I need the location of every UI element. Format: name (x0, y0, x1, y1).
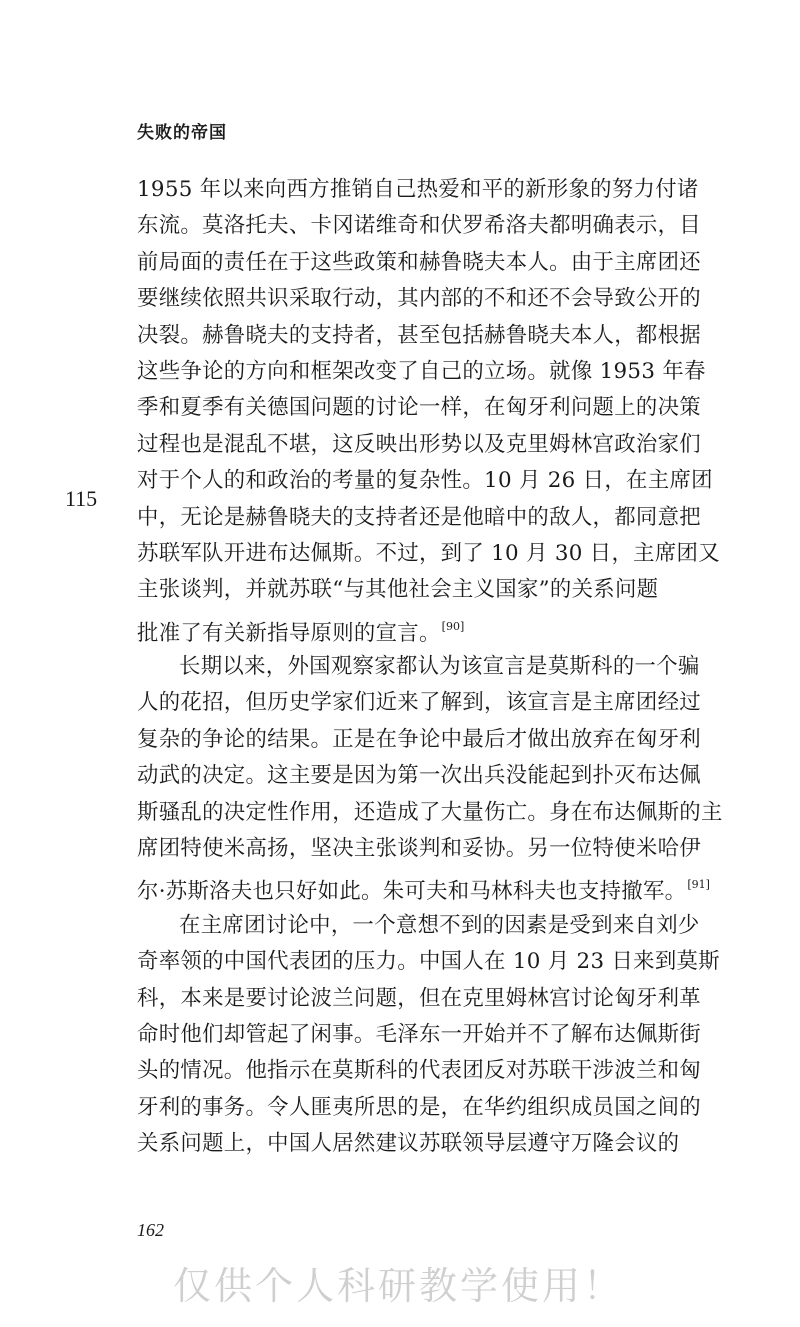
text-line: 前局面的责任在于这些政策和赫鲁晓夫本人。由于主席团还 (137, 249, 701, 275)
page-number: 162 (137, 1220, 164, 1240)
text-line: 头的情况。他指示在莫斯科的代表团反对苏联干涉波兰和匈 (137, 1058, 701, 1084)
text-line: 过程也是混乱不堪，这反映出形势以及克里姆林宫政治家们 (137, 431, 701, 457)
text-line: 奇率领的中国代表团的压力。中国人在 10 月 23 日来到莫斯 (137, 949, 720, 975)
text-line-last (137, 867, 710, 905)
text-line: 在主席团讨论中，一个意想不到的因素是受到来自刘少 (179, 912, 700, 938)
text-line: 中，无论是赫鲁晓夫的支持者还是他暗中的敌人，都同意把 (137, 504, 701, 530)
watermark: 仅供个人科研教学使用！ (173, 1264, 625, 1308)
paragraph-2 (137, 649, 723, 905)
body-text (137, 172, 723, 1163)
text-line: 要继续依照共识采取行动，其内部的不和还不会导致公开的 (137, 286, 701, 312)
line-text: 批准了有关新指导原则的宣言。 (137, 620, 441, 646)
text-line: 1955 年以来向西方推销自己热爱和平的新形象的努力付诸 (137, 177, 699, 202)
text-line: 东流。莫洛托夫、卡冈诺维奇和伏罗希洛夫都明确表示，目 (137, 213, 701, 239)
paragraph-3 (137, 908, 720, 1163)
text-line: 对于个人的和政治的考量的复杂性。10 月 26 日，在主席团 (137, 468, 713, 494)
text-line: 科，本来是要讨论波兰问题，但在克里姆林宫讨论匈牙利革 (137, 985, 701, 1011)
text-line: 季和夏季有关德国问题的讨论一样，在匈牙利问题上的决策 (137, 395, 701, 421)
line-text: 尔·苏斯洛夫也只好如此。朱可夫和马林科夫也支持撤军。 (137, 879, 687, 905)
text-line: 席团特使米高扬，坚决主张谈判和妥协。另一位特使米哈伊 (137, 836, 701, 862)
running-title: 失败的帝国 (137, 123, 227, 143)
text-line: 这些争论的方向和框架改变了自己的立场。就像 1953 年春 (137, 358, 706, 384)
footnote-marker[interactable]: [90] (441, 619, 465, 633)
text-line-last (137, 609, 697, 645)
original-page-number: 115 (65, 486, 98, 511)
text-line: 长期以来，外国观察家都认为该宣言是莫斯科的一个骗 (179, 654, 700, 680)
footnote-marker[interactable]: [91] (687, 878, 710, 892)
text-line: 牙利的事务。令人匪夷所思的是，在华约组织成员国之间的 (137, 1094, 701, 1120)
text-line: 主张谈判，并就苏联“与其他社会主义国家”的关系问题 (137, 577, 659, 603)
paragraph-1 (137, 172, 720, 646)
text-line: 复杂的争论的结果。正是在争论中最后才做出放弃在匈牙利 (137, 726, 701, 752)
text-line: 动武的决定。这主要是因为第一次出兵没能起到扑灭布达佩 (137, 763, 701, 789)
text-line: 决裂。赫鲁晓夫的支持者，甚至包括赫鲁晓夫本人，都根据 (137, 322, 701, 348)
text-line: 人的花招，但历史学家们近来了解到，该宣言是主席团经过 (137, 690, 701, 716)
text-line: 命时他们却管起了闲事。毛泽东一开始并不了解布达佩斯街 (137, 1021, 701, 1047)
text-line: 苏联军队开进布达佩斯。不过，到了 10 月 30 日，主席团又 (137, 540, 720, 566)
text-line: 关系问题上，中国人居然建议苏联领导层遵守万隆会议的 (137, 1131, 680, 1157)
text-line: 斯骚乱的决定性作用，还造成了大量伤亡。身在布达佩斯的主 (137, 799, 723, 825)
